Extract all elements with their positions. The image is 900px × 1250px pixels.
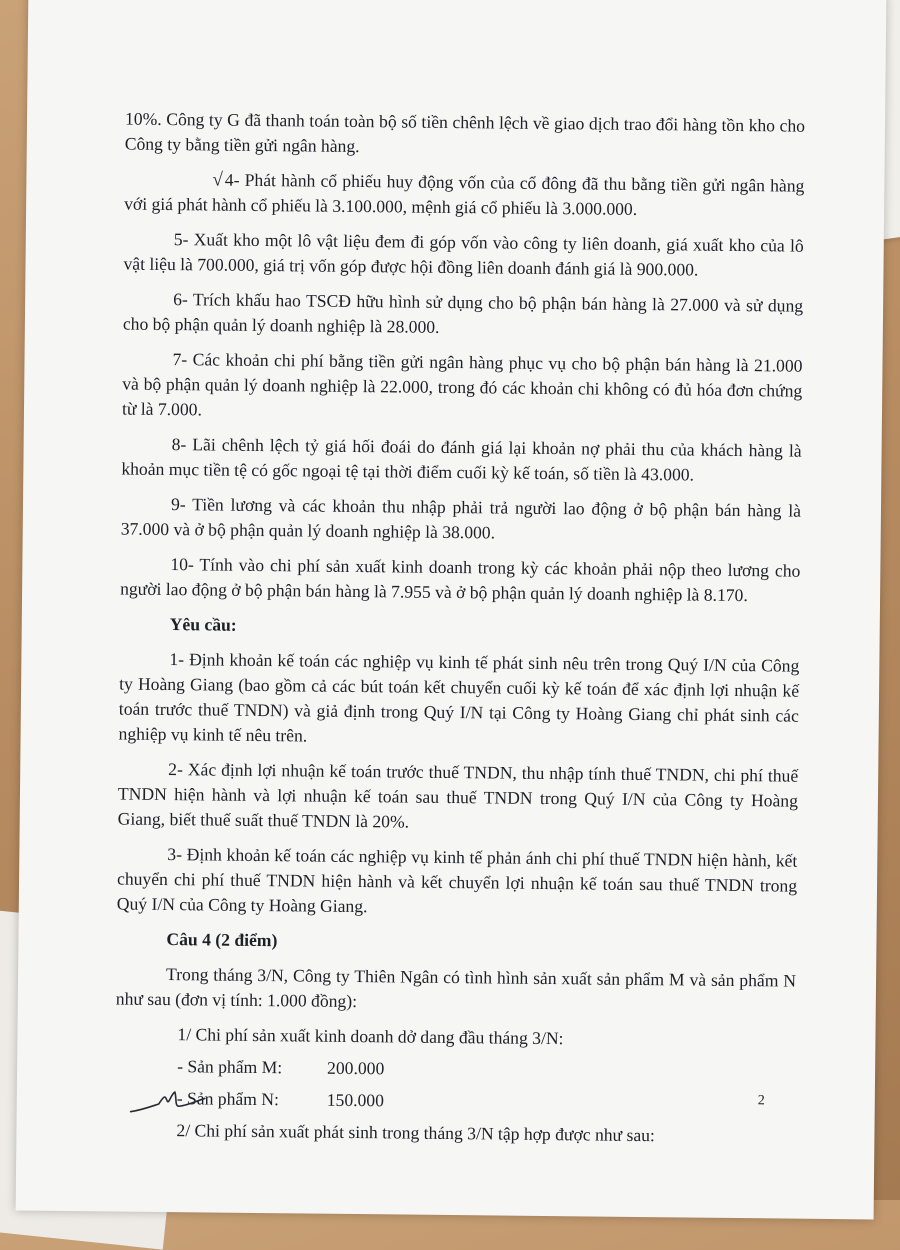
paragraph-item-9: 9- Tiền lương và các khoản thu nhập phải trả người lao động ở bộ phận bán hàng là 37.000 và ở bộ phận quản lý doanh nghiệp là 38.000.: [120, 494, 802, 543]
wip-value: 150.000: [326, 1089, 385, 1111]
requirements-heading: Yêu cầu:: [169, 614, 237, 635]
page-number: 2: [757, 1093, 765, 1109]
paragraph-item-4: [124, 167, 804, 224]
question-4-item-1: 1/ Chi phí sản xuất kinh doanh dở dang đầu tháng 3/N:: [177, 1024, 564, 1049]
wip-row-product-m: [115, 1054, 795, 1086]
paragraph-item-7: 7- Các khoản chi phí bằng tiền gửi ngân hàng phục vụ cho bộ phận bán hàng là 21.000 và bộ phận quản lý doanh nghiệp là 22.000, trong đó các khoản chi không có đủ hóa đơn chứng từ là 7.000.: [121, 349, 803, 420]
paragraph-item-6: 6- Trích khấu hao TSCĐ hữu hình sử dụng cho bộ phận bán hàng là 27.000 và sử dụng cho bộ phận quản lý doanh nghiệp là 28.000.: [122, 289, 804, 337]
paragraph-continuation: 10%. Công ty G đã thanh toán toàn bộ số tiền chênh lệch về giao dịch trao đổi hàng tồn kho cho Công ty bằng tiền gửi ngân hàng.: [124, 108, 806, 157]
question-4-heading: Câu 4 (2 điểm): [166, 929, 278, 951]
requirement-1: 1- Định khoản kế toán các nghiệp vụ kinh tế phát sinh nêu trên trong Quý I/N của Công ty Hoàng Giang (bao gồm cả các bút toán kết chuyển cuối kỳ kế toán để xác định lợi nhuận kế toán trước thuế TNDN) và giả định trong Quý I/N tại Công ty Hoàng Giang chỉ phát sinh các nghiệp vụ kinh tế nêu trên.: [118, 649, 800, 746]
document-page: [16, 0, 887, 1219]
wip-value: 200.000: [327, 1057, 385, 1079]
requirement-3: 3- Định khoản kế toán các nghiệp vụ kinh tế phản ánh chi phí thuế TNDN hiện hành, kết chuyển chi phí thuế TNDN hiện hành và kết chuyển lợi nhuận kế toán sau thuế TNDN trong Quý I/N của Công ty Hoàng Giang.: [116, 844, 798, 917]
question-4-intro: Trong tháng 3/N, Công ty Thiên Ngân có tình hình sản xuất sản phẩm M và sản phẩm N như sau (đơn vị tính: 1.000 đồng):: [115, 964, 797, 1012]
wip-label: - Sản phẩm M:: [177, 1056, 283, 1078]
paragraph-item-5: 5- Xuất kho một lô vật liệu đem đi góp vốn vào công ty liên doanh, giá xuất kho của lô vật liệu là 700.000, giá trị vốn góp được hội đồng liên doanh đánh giá là 900.000.: [123, 229, 804, 280]
wip-row-product-n: [115, 1086, 795, 1118]
signature-icon: [129, 1084, 209, 1125]
wip-label: - Sản phẩm N:: [176, 1088, 280, 1110]
document-body: [114, 107, 805, 1157]
check-mark-icon: √: [212, 169, 223, 191]
requirement-2: 2- Xác định lợi nhuận kế toán trước thuế TNDN, thu nhập tính thuế TNDN, chi phí thuế TNDN hiện hành và lợi nhuận kế toán sau thuế TNDN trong Quý I/N của Công ty Hoàng Giang, biết thuế suất thuế TNDN là 20%.: [117, 759, 799, 832]
paragraph-item-10: 10- Tính vào chi phí sản xuất kinh doanh trong kỳ các khoản phải nộp theo lương cho người lao động ở bộ phận bán hàng là 7.955 và ở bộ phận quản lý doanh nghiệp là 8.170.: [120, 554, 801, 606]
paragraph-item-8: 8- Lãi chênh lệch tỷ giá hối đoái do đánh giá lại khoản nợ phải thu của khách hàng là khoản mục tiền tệ có gốc ngoại tệ tại thời điểm cuối kỳ kế toán, số tiền là 43.000.: [121, 434, 802, 485]
question-4-item-2: 2/ Chi phí sản xuất phát sinh trong tháng 3/N tập hợp được như sau:: [176, 1120, 655, 1146]
item-4-text: 4- Phát hành cổ phiếu huy động vốn của cổ đông đã thu bằng tiền gửi ngân hàng với giá phát hành cổ phiếu là 3.100.000, mệnh giá cổ phiếu là 3.000.000.: [124, 169, 805, 219]
